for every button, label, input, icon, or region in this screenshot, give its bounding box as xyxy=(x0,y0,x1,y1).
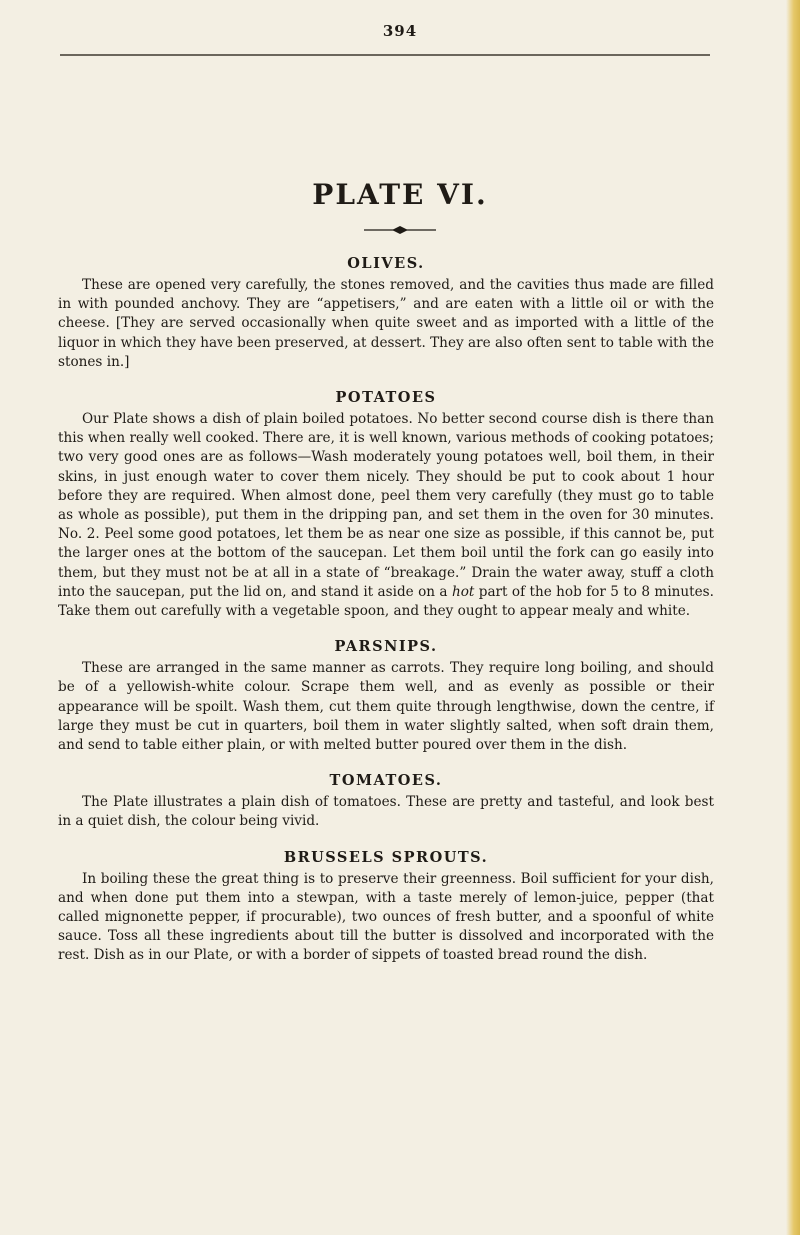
page-number: 394 xyxy=(382,22,418,40)
section-text: These are arranged in the same manner as carrots. They require long boiling, and should be of a yellowish-white colour. Scrape them well, and as evenly as possible or their appearance will be spoilt. Wash them, cut them quite through lengthwise, down the centre, if large they must be cut in quarters, boil them in water slightly salted, when soft drain them, and send to table either plain, or with melted butter poured over them in the dish. xyxy=(58,660,714,754)
section-heading: PARSNIPS. xyxy=(334,638,438,656)
section-heading: OLIVES. xyxy=(347,255,425,272)
section-brussels-sprouts xyxy=(58,846,714,966)
section-parsnips xyxy=(58,635,714,755)
section-tomatoes xyxy=(58,769,714,831)
page-content xyxy=(58,250,714,980)
divider-ornament-icon xyxy=(362,225,438,235)
section-heading: BRUSSELS SPROUTS. xyxy=(283,848,489,866)
header-rule xyxy=(60,54,710,56)
section-text: These are opened very carefully, the stones removed, and the cavities thus made are filled in with pounded anchovy. They are “appetisers,” and are eaten with a little oil or with the cheese. [They are served occasionally when quite sweet and as imported with a little of the liquor in which they have been preserved, at dessert. They are also often sent to table with the stones in.] xyxy=(58,277,714,370)
section-heading: TOMATOES. xyxy=(329,772,443,790)
text-part: part of the hob for 5 to 8 minutes. Take them out carefully with a vegetable spoon, and they ought to appear mealy and white. xyxy=(58,583,714,620)
plate-title: PLATE VI. xyxy=(312,178,488,211)
section-heading: POTATOES xyxy=(335,389,437,407)
section-text xyxy=(58,410,714,621)
text-part: Our Plate shows a dish of plain boiled potatoes. No better second course dish is there than this when really well cooked. There are, it is well known, various methods of cooking potatoes; two very good ones are as follows—Wash moderately young potatoes well, boil them, in their skins, in just enough water to cover them nicely. They should be put to cook about 1 hour before they are required. When almost done, peel them very carefully (they must go to table as whole as possible), put them in the dripping pan, and set them in the oven for 30 minutes. No. 2. Peel some good potatoes, let them be as near one size as possible, if this cannot be, put the larger ones at the bottom of the saucepan. Let them boil until the fork can go easily into them, but they must not be at all in a state of “breakage.” Drain the water away, stuff a cloth into the saucepan, put the lid on, and stand it aside on a xyxy=(58,411,714,600)
section-potatoes xyxy=(58,386,714,621)
section-text: In boiling these the great thing is to preserve their greenness. Boil sufficient for your dish, and when done put them into a stewpan, with a taste merely of lemon-juice, pepper (that called mignonette pepper, if procurable), two ounces of fresh butter, and a spoonful of white sauce. Toss all these ingredients about till the butter is dissolved and incorporated with the rest. Dish as in our Plate, or with a border of sippets of toasted bread round the dish. xyxy=(58,870,714,964)
section-text: The Plate illustrates a plain dish of tomatoes. These are pretty and tasteful, and look best in a quiet dish, the colour being vivid. xyxy=(58,794,714,830)
emphasis-text: hot xyxy=(451,583,475,600)
section-olives xyxy=(58,252,714,372)
